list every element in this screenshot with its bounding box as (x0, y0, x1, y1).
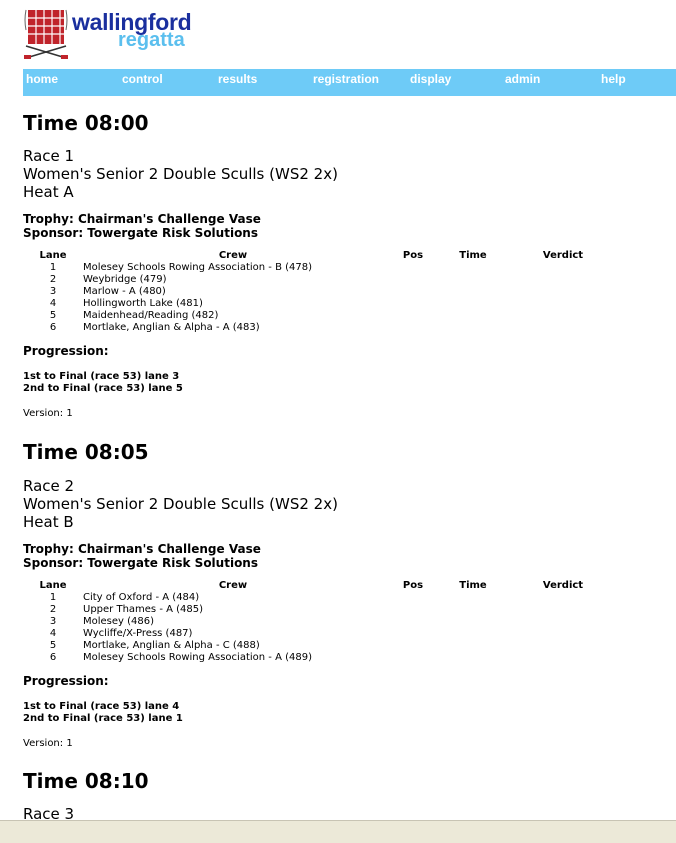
heat-name: Heat B (23, 513, 74, 531)
header (0, 0, 676, 68)
verdict-cell (503, 640, 623, 652)
progression-title: Progression: (23, 344, 109, 358)
table-row (23, 640, 623, 652)
crew-cell: Weybridge (479) (83, 274, 167, 285)
time-cell (443, 310, 503, 322)
trophy-name: Trophy: Chairman's Challenge Vase (23, 542, 261, 556)
pos-cell (383, 322, 443, 334)
table-row (23, 274, 623, 286)
time-cell (443, 640, 503, 652)
lane-cell: 2 (49, 274, 57, 285)
crew-table (23, 580, 623, 664)
verdict-cell (503, 592, 623, 604)
pos-cell (383, 286, 443, 298)
nav-control[interactable]: control (122, 72, 163, 86)
crew-cell: Molesey Schools Rowing Association - B (478) (83, 262, 312, 273)
pos-cell (383, 640, 443, 652)
col-crew: Crew (218, 250, 248, 261)
time-cell (443, 322, 503, 334)
time-cell (443, 262, 503, 274)
lane-cell: 3 (49, 616, 57, 627)
crew-cell: Maidenhead/Reading (482) (83, 310, 219, 321)
table-row (23, 322, 623, 334)
lane-cell: 4 (49, 628, 57, 639)
nav-registration[interactable]: registration (313, 72, 380, 86)
nav-home[interactable]: home (26, 72, 59, 86)
progression-title: Progression: (23, 674, 109, 688)
pos-cell (383, 592, 443, 604)
pos-cell (383, 262, 443, 274)
progression-rule: 2nd to Final (race 53) lane 1 (23, 713, 183, 724)
sponsor-name: Sponsor: Towergate Risk Solutions (23, 556, 258, 570)
portcullis-oars-logo-icon[interactable] (24, 8, 68, 60)
progression-rule: 1st to Final (race 53) lane 3 (23, 371, 180, 382)
lane-cell: 5 (49, 640, 57, 651)
col-pos: Pos (402, 250, 424, 261)
verdict-cell (503, 652, 623, 664)
table-row (23, 286, 623, 298)
crew-cell: Mortlake, Anglian & Alpha - C (488) (83, 640, 260, 651)
race-section (23, 111, 663, 420)
time-cell (443, 298, 503, 310)
trophy-name: Trophy: Chairman's Challenge Vase (23, 212, 261, 226)
version-label: Version: 1 (23, 408, 73, 419)
start-time-heading: Time 08:00 (23, 111, 149, 135)
race-list (0, 96, 676, 820)
progression-rule: 1st to Final (race 53) lane 4 (23, 701, 180, 712)
lane-cell: 1 (49, 592, 57, 603)
crew-table (23, 250, 623, 334)
brand-subtitle: regatta (118, 29, 185, 51)
lane-cell: 6 (49, 322, 57, 333)
start-time-heading: Time 08:05 (23, 440, 149, 464)
sponsor-name: Sponsor: Towergate Risk Solutions (23, 226, 258, 240)
time-cell (443, 286, 503, 298)
event-name: Women's Senior 2 Double Sculls (WS2 2x) (23, 165, 338, 183)
verdict-cell (503, 604, 623, 616)
lane-cell: 5 (49, 310, 57, 321)
verdict-cell (503, 628, 623, 640)
crew-cell: Mortlake, Anglian & Alpha - A (483) (83, 322, 260, 333)
lane-cell: 4 (49, 298, 57, 309)
col-pos: Pos (402, 580, 424, 591)
main-nav (23, 69, 676, 96)
col-time: Time (459, 250, 487, 261)
col-time: Time (459, 580, 487, 591)
col-verdict: Verdict (542, 580, 584, 591)
race-section (23, 440, 663, 750)
time-cell (443, 274, 503, 286)
heat-name: Heat A (23, 183, 74, 201)
nav-admin[interactable]: admin (505, 72, 541, 86)
table-header-row (23, 580, 623, 592)
table-row (23, 310, 623, 322)
time-cell (443, 652, 503, 664)
verdict-cell (503, 298, 623, 310)
race-number: Race 1 (23, 147, 75, 165)
start-time-heading: Time 08:10 (23, 769, 149, 793)
race-number: Race 3 (23, 805, 75, 820)
verdict-cell (503, 616, 623, 628)
browser-status-bar (0, 820, 676, 843)
crew-cell: Marlow - A (480) (83, 286, 166, 297)
pos-cell (383, 652, 443, 664)
nav-help[interactable]: help (601, 72, 626, 86)
nav-results[interactable]: results (218, 72, 258, 86)
verdict-cell (503, 262, 623, 274)
lane-cell: 1 (49, 262, 57, 273)
crew-cell: Hollingworth Lake (481) (83, 298, 203, 309)
version-label: Version: 1 (23, 738, 73, 749)
time-cell (443, 592, 503, 604)
table-row (23, 616, 623, 628)
event-name: Women's Senior 2 Double Sculls (WS2 2x) (23, 495, 338, 513)
table-header-row (23, 250, 623, 262)
pos-cell (383, 274, 443, 286)
crew-cell: Upper Thames - A (485) (83, 604, 204, 615)
crew-cell: City of Oxford - A (484) (83, 592, 200, 603)
time-cell (443, 616, 503, 628)
pos-cell (383, 298, 443, 310)
table-row (23, 604, 623, 616)
pos-cell (383, 310, 443, 322)
time-cell (443, 628, 503, 640)
table-row (23, 262, 623, 274)
table-row (23, 592, 623, 604)
col-verdict: Verdict (542, 250, 584, 261)
verdict-cell (503, 310, 623, 322)
pos-cell (383, 604, 443, 616)
nav-display[interactable]: display (410, 72, 452, 86)
race-section (23, 769, 663, 820)
crew-cell: Molesey (486) (83, 616, 155, 627)
time-cell (443, 604, 503, 616)
race-number: Race 2 (23, 477, 75, 495)
brand-name: wallingford (72, 9, 192, 35)
table-row (23, 628, 623, 640)
table-row (23, 652, 623, 664)
col-crew: Crew (218, 580, 248, 591)
progression-rule: 2nd to Final (race 53) lane 5 (23, 383, 183, 394)
verdict-cell (503, 274, 623, 286)
verdict-cell (503, 322, 623, 334)
lane-cell: 3 (49, 286, 57, 297)
col-lane: Lane (39, 250, 67, 261)
crew-cell: Molesey Schools Rowing Association - A (489) (83, 652, 312, 663)
pos-cell (383, 628, 443, 640)
verdict-cell (503, 286, 623, 298)
lane-cell: 2 (49, 604, 57, 615)
col-lane: Lane (39, 580, 67, 591)
table-row (23, 298, 623, 310)
crew-cell: Wycliffe/X-Press (487) (83, 628, 193, 639)
pos-cell (383, 616, 443, 628)
lane-cell: 6 (49, 652, 57, 663)
